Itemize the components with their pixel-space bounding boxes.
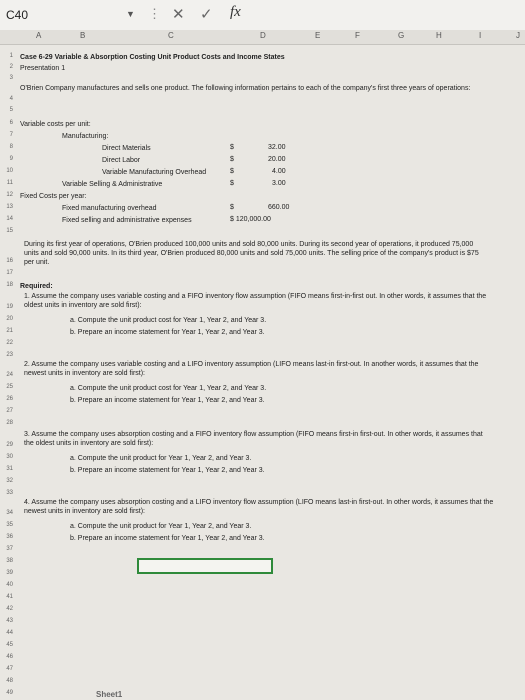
required-label[interactable]: Required:: [20, 283, 53, 290]
variable-costs-label[interactable]: Variable costs per unit:: [20, 121, 91, 128]
row-number[interactable]: 1: [9, 53, 13, 59]
variable-selling-admin-label[interactable]: Variable Selling & Administrative: [62, 181, 163, 188]
row-number[interactable]: 47: [6, 666, 13, 672]
more-icon: ⋮: [148, 6, 161, 21]
dl-value[interactable]: 20.00: [268, 156, 286, 163]
dollar-sign: $: [230, 144, 234, 151]
row-number[interactable]: 41: [6, 594, 13, 600]
row-number[interactable]: 4: [9, 96, 13, 102]
fixed-costs-label[interactable]: Fixed Costs per year:: [20, 193, 87, 200]
row-number[interactable]: 3: [9, 75, 13, 81]
dollar-sign: $: [230, 204, 234, 211]
fixed-selling-admin-label[interactable]: Fixed selling and administrative expenses: [62, 217, 192, 224]
row-number[interactable]: 21: [6, 328, 13, 334]
row-number[interactable]: 20: [6, 316, 13, 322]
direct-materials-label[interactable]: Direct Materials: [102, 145, 151, 152]
row-number[interactable]: 12: [6, 192, 13, 198]
row-number[interactable]: 5: [9, 107, 13, 113]
row-number[interactable]: 31: [6, 466, 13, 472]
row-number[interactable]: 45: [6, 642, 13, 648]
sheet-title[interactable]: Case 6-29 Variable & Absorption Costing Unit Product Costs and Income States: [20, 54, 285, 61]
row-number[interactable]: 8: [9, 144, 13, 150]
fsa-value[interactable]: $ 120,000.00: [230, 216, 271, 223]
question-4b[interactable]: b. Prepare an income statement for Year 1, Year 2, and Year 3.: [70, 535, 265, 542]
question-3b[interactable]: b. Prepare an income statement for Year 1, Year 2, and Year 3.: [70, 467, 265, 474]
dollar-sign: $: [230, 156, 234, 163]
column-j-header[interactable]: J: [516, 31, 520, 40]
column-a-header[interactable]: A: [36, 31, 42, 40]
row-number[interactable]: 17: [6, 270, 13, 276]
question-4a[interactable]: a. Compute the unit product for Year 1, Year 2, and Year 3.: [70, 523, 252, 530]
row-number[interactable]: 48: [6, 678, 13, 684]
selected-cell-c40[interactable]: [137, 558, 273, 574]
question-3[interactable]: 3. Assume the company uses absorption costing and a FIFO inventory flow assumption (FIFO means first-in first-out. In other words, it assumes that the oldest units in inventory are sold first):: [24, 431, 483, 447]
dm-value[interactable]: 32.00: [268, 144, 286, 151]
row-number[interactable]: 25: [6, 384, 13, 390]
row-number[interactable]: 36: [6, 534, 13, 540]
row-number[interactable]: 29: [6, 442, 13, 448]
row-number[interactable]: 10: [6, 168, 13, 174]
question-1a[interactable]: a. Compute the unit product cost for Year 1, Year 2, and Year 3.: [70, 317, 267, 324]
vsa-value[interactable]: 3.00: [272, 180, 286, 187]
row-number[interactable]: 43: [6, 618, 13, 624]
intro-text[interactable]: O'Brien Company manufactures and sells one product. The following information pertains to each of the company's first three years of operations:: [20, 85, 471, 92]
question-1[interactable]: 1. Assume the company uses variable costing and a FIFO inventory flow assumption (FIFO means first-in-first out. In other words, it assumes that the oldest units in inventory are sold first):: [24, 293, 487, 309]
operations-text[interactable]: During its first year of operations, O'Brien produced 100,000 units and sold 80,000 units. During its second year of operations, it produced 75,000 units and sold 90,000 units. In its third year, O'Brien produced 80,000 units and sold 75,000 units. The selling price of the company's product is $75 per unit.: [24, 241, 479, 266]
row-number[interactable]: 34: [6, 510, 13, 516]
column-header: [0, 30, 525, 45]
row-number[interactable]: 28: [6, 420, 13, 426]
row-number[interactable]: 26: [6, 396, 13, 402]
row-number[interactable]: 22: [6, 340, 13, 346]
column-b-header[interactable]: B: [80, 31, 86, 40]
row-number[interactable]: 27: [6, 408, 13, 414]
question-2b[interactable]: b. Prepare an income statement for Year 1, Year 2, and Year 3.: [70, 397, 265, 404]
column-g-header[interactable]: G: [398, 31, 405, 40]
column-d-header[interactable]: D: [260, 31, 266, 40]
question-1b[interactable]: b. Prepare an income statement for Year 1, Year 2, and Year 3.: [70, 329, 265, 336]
sheet-grid[interactable]: [0, 44, 525, 700]
row-number[interactable]: 44: [6, 630, 13, 636]
row-number[interactable]: 40: [6, 582, 13, 588]
cancel-icon[interactable]: ✕: [172, 6, 185, 23]
manufacturing-label[interactable]: Manufacturing:: [62, 133, 109, 140]
dollar-sign: $: [230, 168, 234, 175]
fixed-mfg-overhead-label[interactable]: Fixed manufacturing overhead: [62, 205, 157, 212]
column-i-header[interactable]: I: [479, 31, 482, 40]
row-number[interactable]: 16: [6, 258, 13, 264]
vmo-value[interactable]: 4.00: [272, 168, 286, 175]
row-number[interactable]: 30: [6, 454, 13, 460]
row-number[interactable]: 24: [6, 372, 13, 378]
row-number[interactable]: 7: [9, 132, 13, 138]
question-2a[interactable]: a. Compute the unit product cost for Year 1, Year 2, and Year 3.: [70, 385, 267, 392]
row-number[interactable]: 13: [6, 204, 13, 210]
row-number[interactable]: 39: [6, 570, 13, 576]
row-number[interactable]: 32: [6, 478, 13, 484]
question-4[interactable]: 4. Assume the company uses absorption costing and a LIFO inventory flow assumption (LIFO means last-in first-out. In other words, it assumes that the newest units in inventory are sold first):: [24, 499, 494, 515]
row-number[interactable]: 11: [6, 180, 13, 186]
row-number[interactable]: 18: [6, 282, 13, 288]
function-icon[interactable]: fx: [230, 4, 241, 20]
sheet-tab[interactable]: Sheet1: [96, 690, 123, 699]
accept-icon[interactable]: ✓: [200, 6, 213, 23]
row-number[interactable]: 19: [6, 304, 13, 310]
formula-bar: [0, 0, 525, 31]
row-number[interactable]: 2: [9, 64, 13, 70]
row-number[interactable]: 6: [9, 120, 13, 126]
question-3a[interactable]: a. Compute the unit product for Year 1, Year 2, and Year 3.: [70, 455, 252, 462]
row-number[interactable]: 46: [6, 654, 13, 660]
column-f-header[interactable]: F: [355, 31, 360, 40]
row-number[interactable]: 33: [6, 490, 13, 496]
column-h-header[interactable]: H: [436, 31, 442, 40]
question-2[interactable]: 2. Assume the company uses variable costing and a LIFO inventory assumption (LIFO means last-in first-out. In another words, it assumes that the newest units in inventory are sold first):: [24, 361, 479, 377]
row-number[interactable]: 35: [6, 522, 13, 528]
row-number[interactable]: 9: [9, 156, 13, 162]
variable-mfg-overhead-label[interactable]: Variable Manufacturing Overhead: [102, 169, 207, 176]
sheet-subtitle[interactable]: Presentation 1: [20, 65, 66, 72]
name-box[interactable]: C40: [6, 8, 29, 22]
direct-labor-label[interactable]: Direct Labor: [102, 157, 141, 164]
chevron-down-icon[interactable]: ▼: [126, 9, 135, 19]
row-number[interactable]: 38: [6, 558, 13, 564]
row-number[interactable]: 42: [6, 606, 13, 612]
column-e-header[interactable]: E: [315, 31, 321, 40]
fmo-value[interactable]: 660.00: [268, 204, 290, 211]
row-number[interactable]: 15: [6, 228, 13, 234]
row-number[interactable]: 37: [6, 546, 13, 552]
row-number[interactable]: 49: [6, 690, 13, 696]
dollar-sign: $: [230, 180, 234, 187]
row-number[interactable]: 14: [6, 216, 13, 222]
column-c-header[interactable]: C: [168, 31, 174, 40]
row-number[interactable]: 23: [6, 352, 13, 358]
